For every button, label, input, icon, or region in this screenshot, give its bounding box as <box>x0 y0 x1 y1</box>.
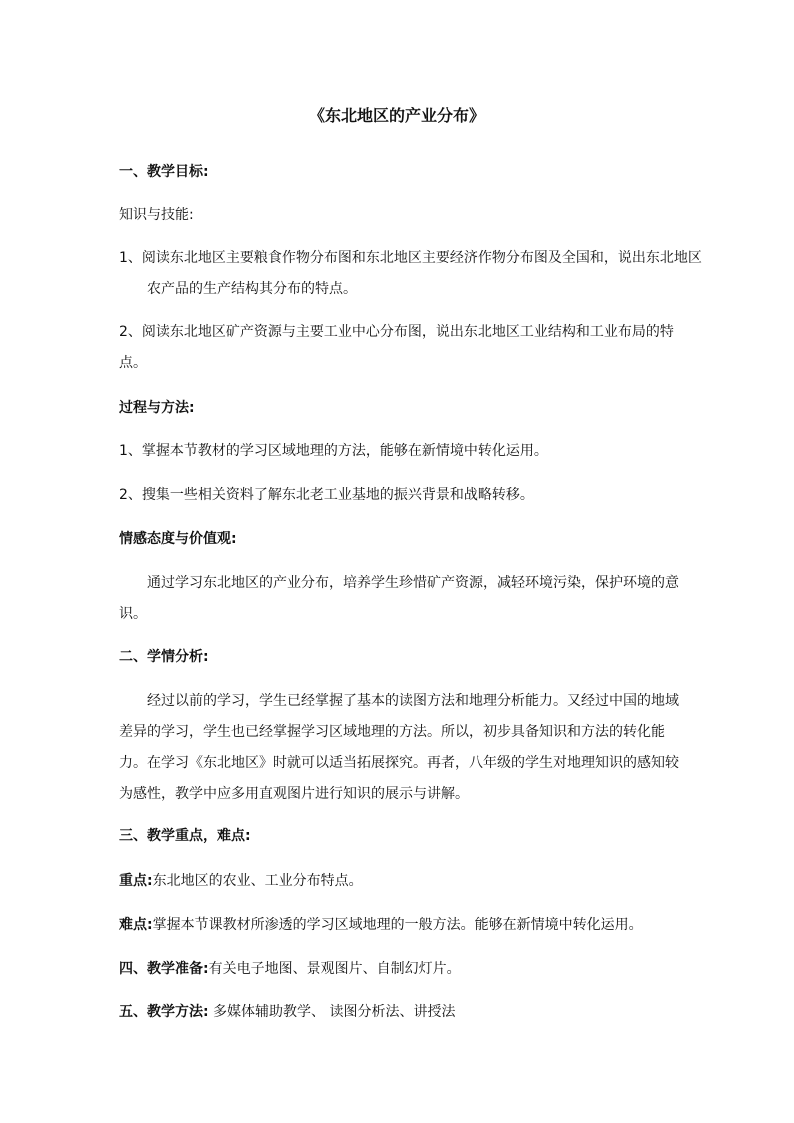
difficulty-label: 难点: <box>119 917 153 933</box>
knowledge-item-1: 1、阅读东北地区主要粮食作物分布图和东北地区主要经济作物分布图及全国和，说出东北地区农产品的生产结构其分布的特点。 <box>119 250 702 297</box>
methods-text: 多媒体辅助教学、 读图分析法、讲授法 <box>208 1004 456 1020</box>
analysis-paragraph: 经过以前的学习，学生已经掌握了基本的读图方法和地理分析能力。又经过中国的地域差异的学习，学生也已经掌握学习区域地理的方法。所以，初步具备知识和方法的转化能力。在学习《东北地区》时就可以适当拓展探究。再者，八年级的学生对地理知识的感知较为感性，教学中应多用直观图片进行知识的展示与讲解。 <box>119 693 679 802</box>
preparation-text: 有关电子地图、景观图片、自制幻灯片。 <box>208 961 461 977</box>
emotion-paragraph: 通过学习东北地区的产业分布，培养学生珍惜矿产资源，减轻环境污染，保护环境的意识。 <box>119 575 679 622</box>
process-item-2: 2、搜集一些相关资料了解东北老工业基地的振兴背景和战略转移。 <box>119 487 534 503</box>
preparation-line <box>119 954 679 985</box>
difficulty-text: 掌握本节课教材所渗透的学习区域地理的一般方法。能够在新情境中转化运用。 <box>152 917 643 933</box>
difficulty-line <box>119 910 679 941</box>
subheading-process: 过程与方法: <box>119 400 195 416</box>
knowledge-item-2: 2、阅读东北地区矿产资源与主要工业中心分布图，说出东北地区工业结构和工业布局的特点。 <box>119 324 674 371</box>
process-item-1: 1、掌握本节教材的学习区域地理的方法，能够在新情境中转化运用。 <box>119 443 548 459</box>
section-heading-objectives: 一、教学目标: <box>119 164 209 180</box>
section-heading-analysis: 二、学情分析: <box>119 649 209 665</box>
section-heading-key-points: 三、教学重点，难点: <box>119 828 251 844</box>
key-point-text: 东北地区的农业、工业分布特点。 <box>152 873 363 889</box>
subheading-knowledge: 知识与技能: <box>119 207 194 223</box>
methods-line <box>119 997 679 1028</box>
document-title: 《东北地区的产业分布》 <box>308 106 485 125</box>
section-heading-methods: 五、教学方法: <box>119 1004 209 1020</box>
key-point-line <box>119 866 679 897</box>
section-heading-preparation: 四、教学准备: <box>119 961 209 977</box>
key-point-label: 重点: <box>119 873 153 889</box>
subheading-emotion: 情感态度与价值观: <box>119 531 237 547</box>
